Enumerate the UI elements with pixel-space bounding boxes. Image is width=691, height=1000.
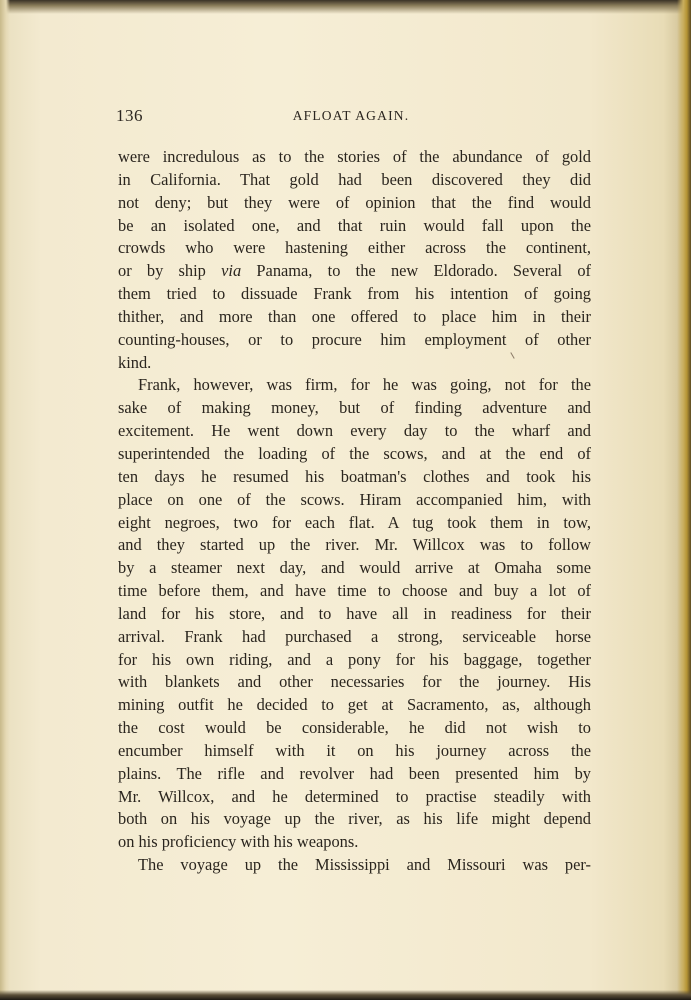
text-line: superintended the loading of the scows, and at the end of: [118, 443, 591, 463]
text-line: crowds who were hastening either across the continent,: [118, 238, 591, 258]
text-line: mining outfit he decided to get at Sacramento, as, although: [118, 695, 591, 715]
text-line: be an isolated one, and that ruin would fall upon the: [118, 215, 591, 235]
page-left-edge: [0, 0, 10, 1000]
text-line: excitement. He went down every day to the wharf and: [118, 421, 591, 441]
text-line: plains. The rifle and revolver had been presented him by: [118, 763, 591, 783]
running-head: AFLOAT AGAIN.: [292, 108, 410, 123]
page-number: 136: [116, 106, 143, 125]
text-line: land for his store, and to have all in readiness for their: [118, 603, 591, 623]
text-line: were incredulous as to the stories of the abundance of gold: [118, 147, 591, 166]
text-line: counting-houses, or to procure him employment of other: [118, 329, 591, 349]
text-line: by a steamer next day, and would arrive at Omaha some: [118, 558, 591, 578]
italic-word: via: [221, 261, 242, 281]
page-right-edge: [677, 0, 691, 1000]
paragraph-start-line: Frank, however, was firm, for he was going, not for the: [138, 375, 591, 395]
text-line: encumber himself with it on his journey across the: [118, 740, 591, 760]
text-line: them tried to dissuade Frank from his intention of going: [118, 284, 591, 304]
text-line: arrival. Frank had purchased a strong, serviceable horse: [118, 626, 591, 646]
page-bottom-shadow: [0, 990, 691, 1000]
text-line: not deny; but they were of opinion that the find would: [118, 192, 591, 212]
text-line: with blankets and other necessaries for the journey. His: [118, 672, 591, 692]
text-line: Mr. Willcox, and he determined to practise steadily with: [118, 786, 591, 806]
page-header: [116, 106, 586, 128]
page-top-shadow: [0, 0, 691, 14]
text-line: both on his voyage up the river, as his life might depend: [118, 809, 591, 829]
text-line: sake of making money, but of finding adventure and: [118, 398, 591, 418]
text-line: thither, and more than one offered to place him in their: [118, 306, 591, 326]
body-text: [118, 146, 591, 877]
text-line: and they started up the river. Mr. Willcox was to follow: [118, 535, 591, 555]
text-line: or by ship via Panama, to the new Eldorado. Several of: [118, 261, 591, 281]
text-line: kind.: [118, 352, 152, 372]
paragraph-start-line: The voyage up the Mississippi and Missouri was per-: [138, 855, 591, 875]
text-line: time before them, and have time to choose and buy a lot of: [118, 581, 591, 601]
text-line: the cost would be considerable, he did not wish to: [118, 718, 591, 738]
text-line: eight negroes, two for each flat. A tug took them in tow,: [118, 512, 591, 532]
text-line: for his own riding, and a pony for his baggage, together: [118, 649, 591, 669]
text-line: ten days he resumed his boatman's clothes and took his: [118, 466, 591, 486]
text-line: in California. That gold had been discovered they did: [118, 169, 591, 189]
text-line: place on one of the scows. Hiram accompanied him, with: [118, 489, 591, 509]
text-line: on his proficiency with his weapons.: [118, 832, 359, 852]
